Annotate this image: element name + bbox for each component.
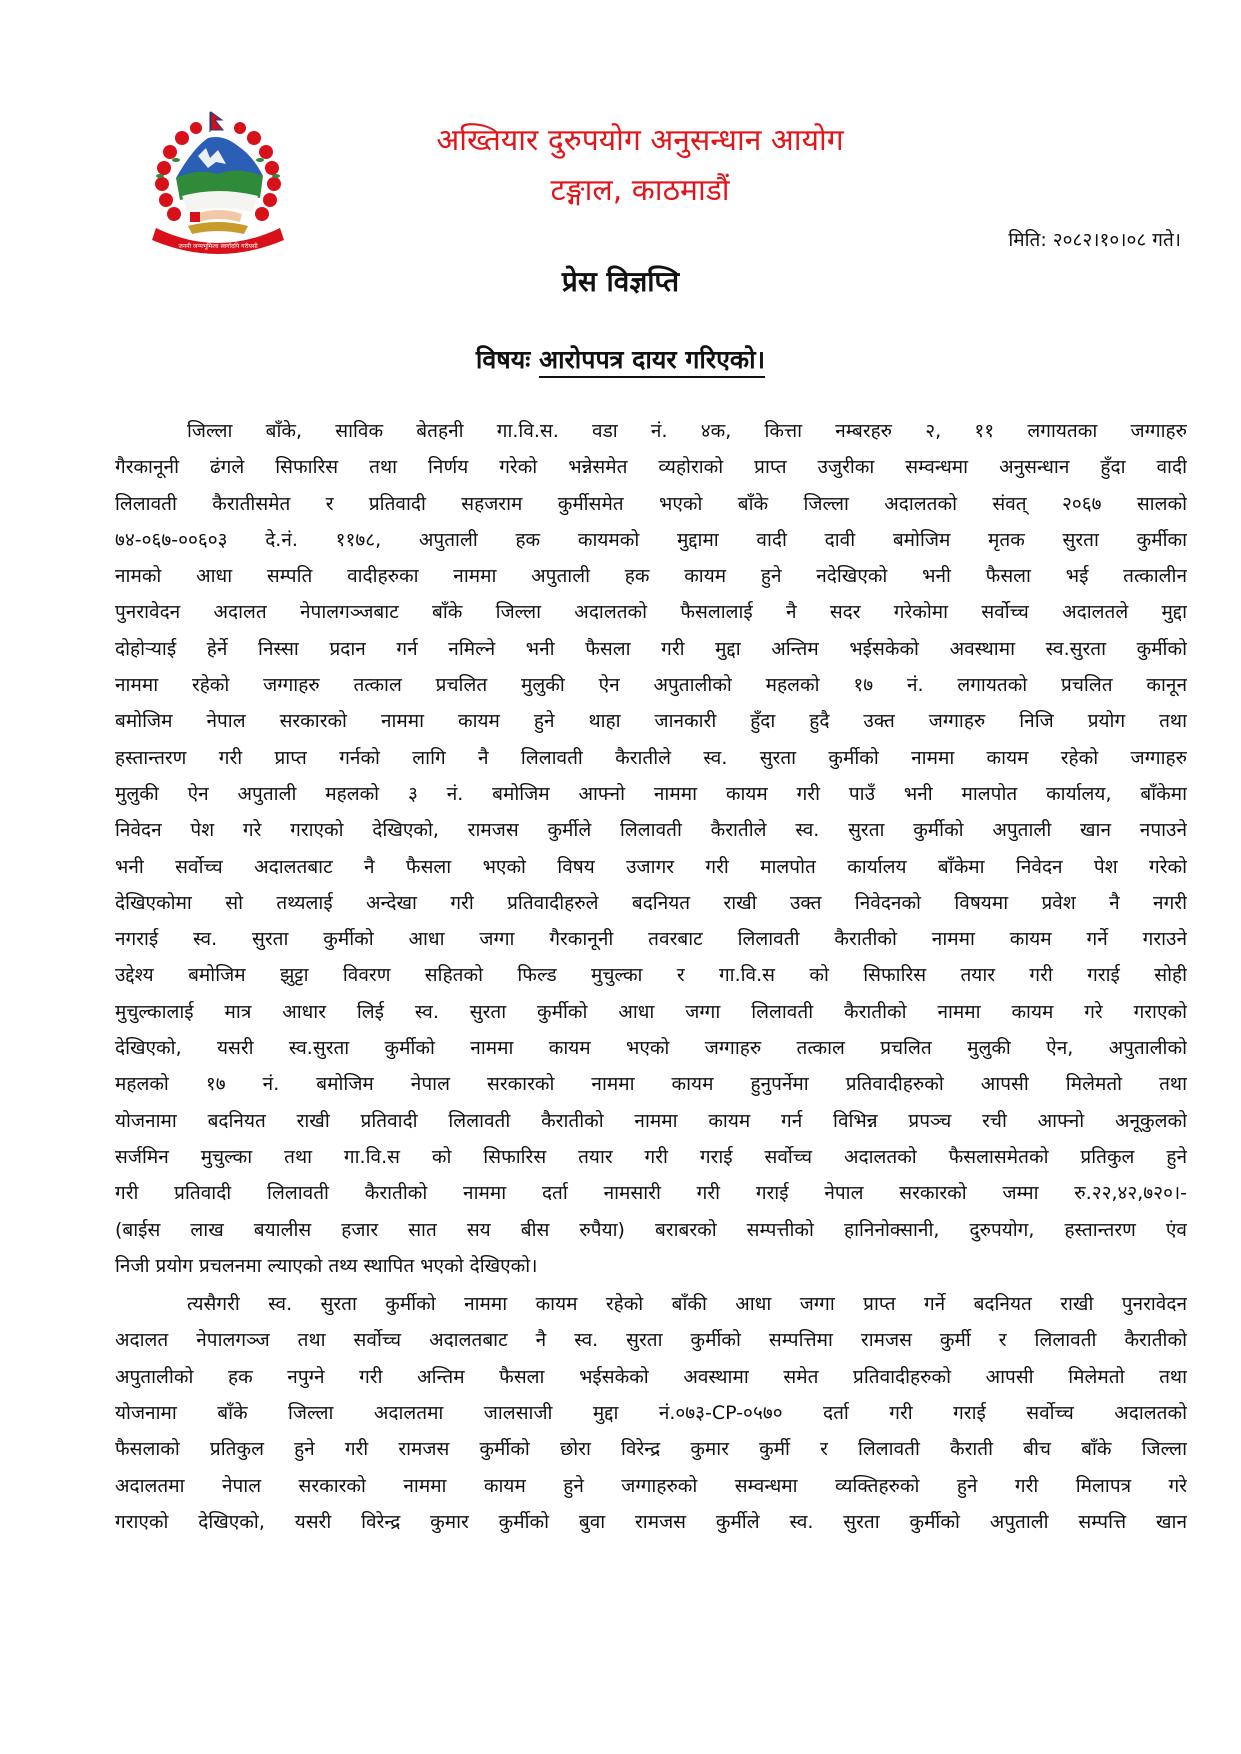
paragraph-1-line: हस्तान्तरण गरी प्राप्त गर्नको लागि नै लिलावती कैरातीले स्व. सुरता कुर्मीको नाममा कायम रहेको जग्गाहरु (115, 746, 1187, 769)
paragraph-1-line: उद्देश्य बमोजिम झुट्टा विवरण सहितको फिल्ड मुचुल्का र गा.वि.स को सिफारिस तयार गरी गराई सोही (115, 964, 1187, 987)
paragraph-2-line: गराएको देखिएको, यसरी विरेन्द्र कुमार कुर्मीको बुवा रामजस कुर्मीले स्व. सुरता कुर्मीको अपुताली सम्पत्ति खान (115, 1510, 1187, 1533)
flag-icon (210, 112, 223, 132)
paragraph-2-line: फैसलाको प्रतिकुल हुने गरी रामजस कुर्मीको छोरा विरेन्द्र कुमार कुर्मी र लिलावती कैराती बीच बाँके जिल्ला (115, 1438, 1187, 1461)
paragraph-1-line: मुचुल्कालाई मात्र आधार लिई स्व. सुरता कुर्मीको आधा जग्गा लिलावती कैरातीको नाममा कायम गरे गराएको (115, 1000, 1187, 1023)
paragraph-1-line: जिल्ला बाँके, साविक बेतहनी गा.वि.स. वडा नं. ४क, कित्ता नम्बरहरु २, ११ लगायतका जग्गाहरु (187, 420, 1187, 442)
paragraph-1-line: सर्जमिन मुचुल्का तथा गा.वि.स को सिफारिस तयार गरी गराई सर्वोच्च अदालतको फैसलासमेतको प्रतिकुल हुने (115, 1145, 1187, 1168)
paragraph-1-line: दोहोर्‍याई हेर्ने निस्सा प्रदान गर्न नमिल्ने भनी फैसला गरी मुद्दा अन्तिम भईसकेको अवस्थामा स्व.सुरता कुर्मीको (115, 637, 1187, 660)
paragraph-1-line: योजनामा बदनियत राखी प्रतिवादी लिलावती कैरातीको नाममा कायम गर्न विभिन्न प्रपञ्च रची आफ्नो अनूकुलको (115, 1109, 1187, 1132)
paragraph-1-line: भनी सर्वोच्च अदालतबाट नै फैसला भएको विषय उजागर गरी मालपोत कार्यालय बाँकेमा निवेदन पेश गरेको (115, 855, 1187, 878)
nepal-emblem-logo (148, 108, 288, 258)
paragraph-1-line: महलको १७ नं. बमोजिम नेपाल सरकारको नाममा कायम हुनुपर्नेमा प्रतिवादीहरुको आपसी मिलेमतो तथा (115, 1073, 1187, 1096)
document-title: प्रेस विज्ञप्ति (561, 265, 680, 298)
paragraph-2-line: त्यसैगरी स्व. सुरता कुर्मीको नाममा कायम रहेको बाँकी आधा जग्गा प्राप्त गर्ने बदनियत राखी पुनरावेदन (187, 1293, 1187, 1316)
paragraph-1-line: बमोजिम नेपाल सरकारको नाममा कायम हुने थाहा जानकारी हुँदा हुदै उक्त जग्गाहरु निजि प्रयोग तथा (115, 710, 1187, 733)
organization-name: अख्तियार दुरुपयोग अनुसन्धान आयोग (436, 123, 844, 158)
paragraph-1-line: ७४-०६७-००६०३ दे.नं. ११७८, अपुताली हक कायमको मुद्दामा वादी दावी बमोजिम मृतक सुरता कुर्मीका (115, 528, 1187, 551)
emblem-motto: जननी जन्मभूमिश्च स्वर्गादपि गरीयसी (178, 243, 258, 250)
paragraph-1-line: लिलावती कैरातीसमेत र प्रतिवादी सहजराम कुर्मीसमेत भएको बाँके जिल्ला अदालतको संवत् २०६७ सालको (115, 492, 1187, 515)
paragraph-1-line: निवेदन पेश गरे गराएको देखिएको, रामजस कुर्मीले लिलावती कैरातीले स्व. सुरता कुर्मीको अपुताली खान नपाउने (115, 819, 1187, 842)
organization-location: टङ्गाल, काठमाडौं (550, 173, 730, 208)
paragraph-1-line: नामको आधा सम्पति वादीहरुका नाममा अपुताली हक कायम हुने नदेखिएको भनी फैसला भई तत्कालीन (115, 565, 1187, 588)
paragraph-1-line: मुलुकी ऐन अपुताली महलको ३ नं. बमोजिम आफ्नो नाममा कायम गरी पाउँ भनी मालपोत कार्यालय, बाँकेमा (115, 782, 1187, 805)
paragraph-1-line: नगराई स्व. सुरता कुर्मीको आधा जग्गा गैरकानूनी तवरबाट लिलावती कैरातीको नाममा कायम गर्ने गराउने (115, 928, 1187, 951)
paragraph-1-line: गरी प्रतिवादी लिलावती कैरातीको नाममा दर्ता नामसारी गरी गराई नेपाल सरकारको जम्मा रु.२२,४२,७२०।- (115, 1182, 1187, 1205)
subject-label: विषयः (475, 345, 531, 374)
paragraph-1-line: देखिएकोमा सो तथ्यलाई अन्देखा गरी प्रतिवादीहरुले बदनियत राखी उक्त निवेदनको विषयमा प्रवेश नै नगरी (115, 891, 1187, 914)
paragraph-1-line: पुनरावेदन अदालत नेपालगञ्जबाट बाँके जिल्ला अदालतको फैसलालाई नै सदर गरेकोमा सर्वोच्च अदालतले मुद्दा (115, 601, 1187, 624)
subject-text: आरोपपत्र दायर गरिएको। (539, 345, 765, 378)
document-date: मिति: २०८२।१०।०८ गते। (1008, 229, 1181, 251)
document-body (115, 413, 1187, 1540)
paragraph-1-line: नाममा रहेको जग्गाहरु तत्काल प्रचलित मुलुकी ऐन अपुतालीको महलको १७ नं. लगायतको प्रचलित कानून (115, 674, 1187, 697)
paragraph-2-line: अपुतालीको हक नपुग्ने गरी अन्तिम फैसला भईसकेको अवस्थामा समेत प्रतिवादीहरुको आपसी मिलेमतो तथा (115, 1365, 1187, 1388)
paragraph-2-line: अदालतमा नेपाल सरकारको नाममा कायम हुने जग्गाहरुको सम्वन्धमा व्यक्तिहरुको हुने गरी मिलापत्र गरे (115, 1474, 1187, 1497)
document-subject (0, 342, 1241, 376)
paragraph-1-line: (बाईस लाख बयालीस हजार सात सय बीस रुपैया) बराबरको सम्पत्तीको हानिनोक्सानी, दुरुपयोग, हस्तान्तरण एंव (115, 1218, 1187, 1241)
paragraph-1-line: निजी प्रयोग प्रचलनमा ल्याएको तथ्य स्थापित भएको देखिएको। (115, 1254, 538, 1277)
paragraph-1-line: देखिएको, यसरी स्व.सुरता कुर्मीको नाममा कायम भएको जग्गाहरु तत्काल प्रचलित मुलुकी ऐन, अपुतालीको (115, 1037, 1187, 1060)
paragraph-2-line: अदालत नेपालगञ्ज तथा सर्वोच्च अदालतबाट नै स्व. सुरता कुर्मीको सम्पत्तिमा रामजस कुर्मी र लिलावती कैरातीको (115, 1329, 1187, 1352)
paragraph-2-line: योजनामा बाँके जिल्ला अदालतमा जालसाजी मुद्दा नं.०७३-CP-०५७० दर्ता गरी गराई सर्वोच्च अदालतको (115, 1402, 1187, 1425)
paragraph-1-line: गैरकानूनी ढंगले सिफारिस तथा निर्णय गरेको भन्नेसमेत व्यहोराको प्राप्त उजुरीका सम्वन्धमा अनुसन्धान हुँदा वादी (115, 456, 1187, 479)
